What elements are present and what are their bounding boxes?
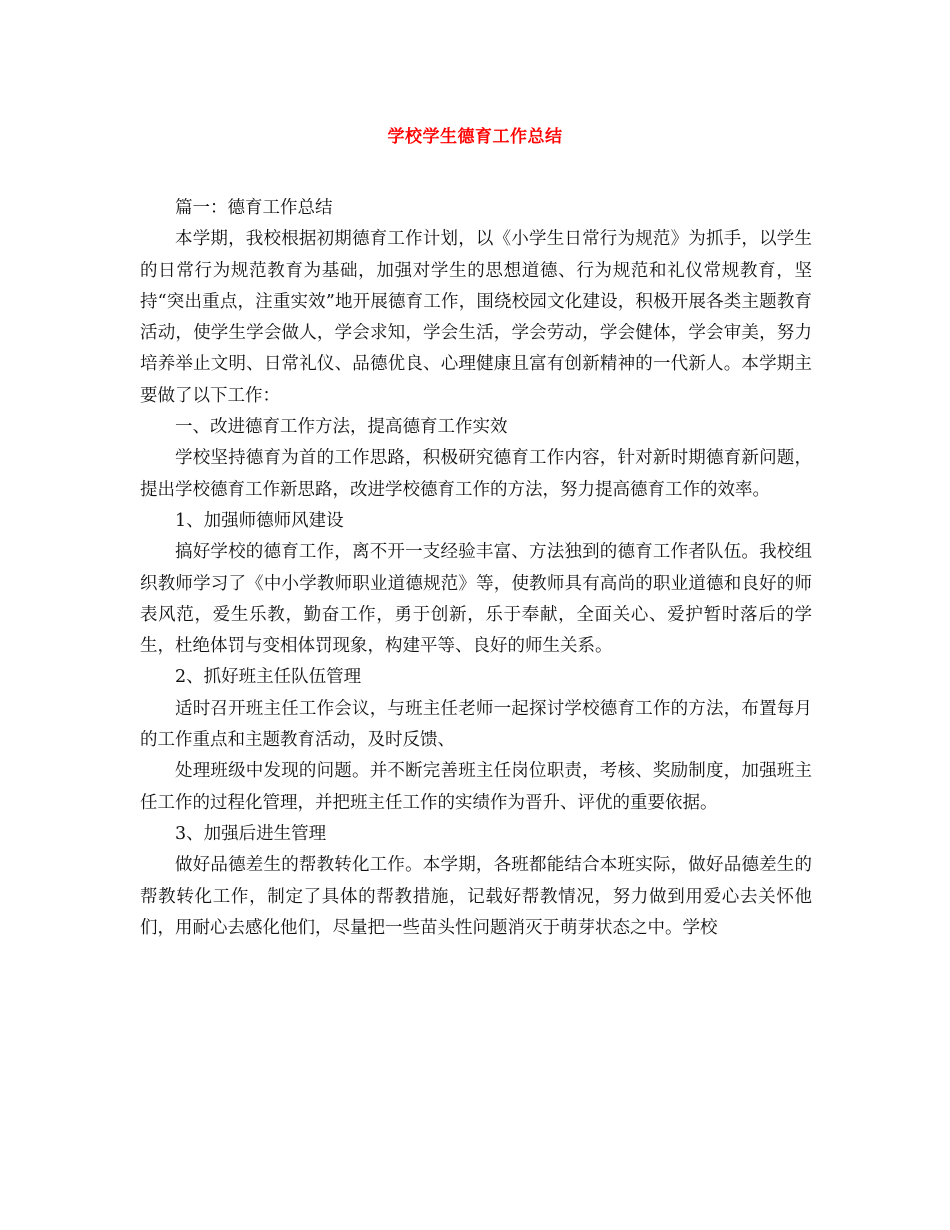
subsection-heading: 1、加强师德师风建设 [175, 510, 344, 531]
subsection-heading: 3、加强后进生管理 [175, 823, 327, 844]
section-heading: 篇一：德育工作总结 [175, 198, 333, 218]
body-paragraph: 做好品德差生的帮教转化工作。本学期，各班都能结合本班实际，做好品德差生的帮教转化工作，制定了具体的帮教措施，记载好帮教情况，努力做到用爱心去关怀他们，用耐心去感化他们，尽量把一些苗头性问题消灭于萌芽状态之中。学校 [140, 855, 812, 938]
section-heading: 一、改进德育工作方法，提高德育工作实效 [175, 417, 508, 438]
body-paragraph: 搞好学校的德育工作，离不开一支经验丰富、方法独到的德育工作者队伍。我校组织教师学习了《中小学教师职业道德规范》等，使教师具有高尚的职业道德和良好的师表风范，爱生乐教，勤奋工作，勇于创新，乐于奉献，全面关心、爱护暂时落后的学生，杜绝体罚与变相体罚现象，构建平等、良好的师生关系。 [140, 542, 812, 657]
body-paragraph: 学校坚持德育为首的工作思路，积极研究德育工作内容，针对新时期德育新问题，提出学校德育工作新思路，改进学校德育工作的方法，努力提高德育工作的效率。 [140, 448, 812, 500]
document-body [140, 193, 812, 944]
body-paragraph: 适时召开班主任工作会议，与班主任老师一起探讨学校德育工作的方法，布置每月的工作重点和主题教育活动，及时反馈、 [140, 698, 812, 751]
document-title: 学校学生德育工作总结 [387, 127, 563, 147]
subsection-heading: 2、抓好班主任队伍管理 [175, 667, 362, 688]
body-paragraph: 处理班级中发现的问题。并不断完善班主任岗位职责，考核、奖励制度，加强班主任工作的过程化管理，并把班主任工作的实绩作为晋升、评优的重要依据。 [140, 761, 812, 813]
body-paragraph: 本学期，我校根据初期德育工作计划，以《小学生日常行为规范》为抓手，以学生的日常行为规范教育为基础，加强对学生的思想道德、行为规范和礼仪常规教育，坚持“突出重点，注重实效”地开展德育工作，围绕校园文化建设，积极开展各类主题教育活动，使学生学会做人，学会求知，学会生活，学会劳动，学会健体，学会审美，努力培养举止文明、日常礼仪、品德优良、心理健康且富有创新精神的一代新人。本学期主要做了以下工作： [140, 229, 812, 406]
